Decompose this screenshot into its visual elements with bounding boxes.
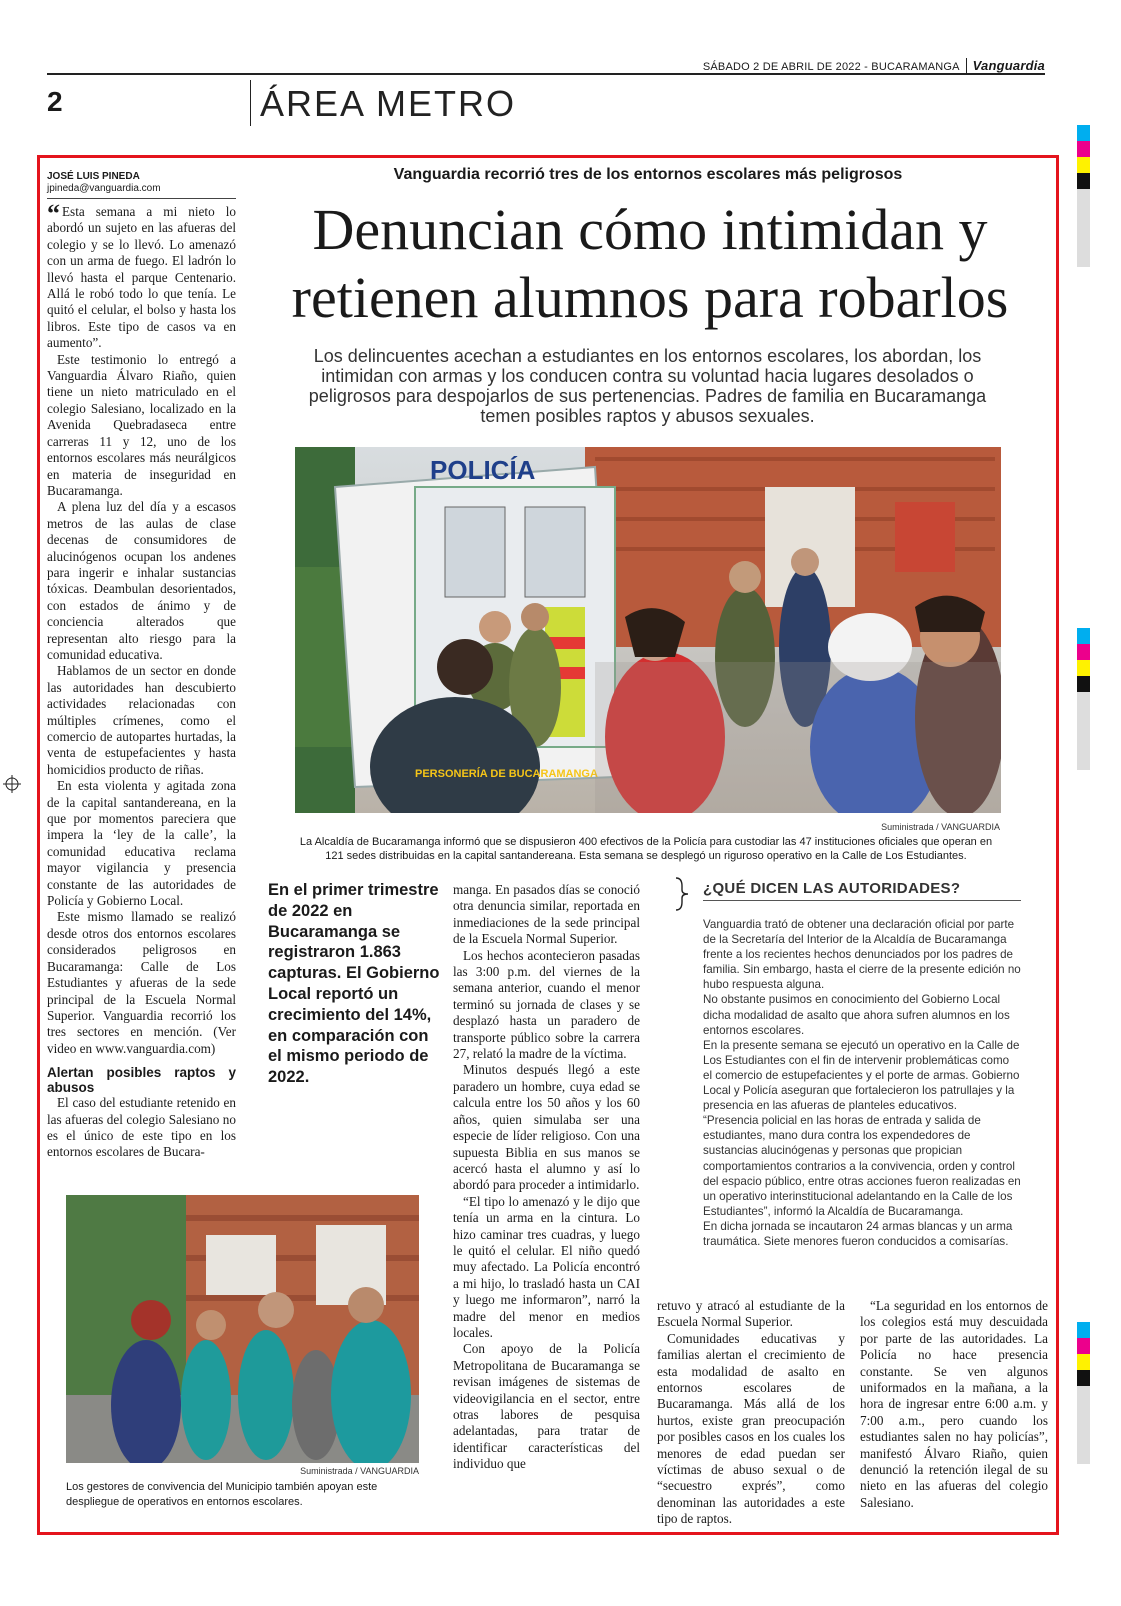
dateline: [703, 58, 1045, 73]
secondary-photo: [66, 1195, 419, 1463]
sidebar-body: [703, 917, 1021, 1249]
article-column-5: [860, 1298, 1048, 1511]
photo-caption: La Alcaldía de Bucaramanga informó que se dispusieron 400 efectivos de la Policía para custodiar las 47 instituciones oficiales que operan en 121 sedes distribuidas en la capital santandereana. Esta semana se desplegó un riguroso operativo en la Calle de Los Estudiantes.: [299, 836, 993, 862]
paragraph: Vanguardia trató de obtener una declaración oficial por parte de la Secretaría del Interior de la Alcaldía de Bucaramanga frente a los recientes hechos denunciados por los padres de familia. Sin embargo, hasta el cierre de la presente edición no hubo respuesta alguna.: [703, 918, 1021, 992]
paragraph: Comunidades educativas y familias alertan el crecimiento de esta modalidad de asalto en entornos escolares de Bucaramanga. Más allá de los hurtos, existe gran preocupación por posibles casos en los cuales los menores de edad puedan ser víctimas de abuso sexual o de “secuestro exprés”, como denominan las autoridades a este tipo de raptos.: [657, 1330, 845, 1527]
pull-quote: En el primer trimestre de 2022 en Bucaramanga se registraron 1.863 capturas. El Gobierno Local reportó un crecimiento del 14%, en comparación con el mismo periodo de 2022.: [268, 881, 440, 1087]
headline-line: retienen alumnos para robarlos: [291, 265, 1009, 330]
subhead: Alertan posibles raptos y abusos: [47, 1065, 236, 1096]
lede: Los delincuentes acechan a estudiantes en los entornos escolares, los abordan, los intimidan con armas y los conducen contra su voluntad hacia lugares desolados o peligrosos para despojarlos de sus pertenencias. Padres de familia en Bucaramanga temen posibles raptos y abusos sexuales.: [308, 346, 987, 426]
photo-credit: Suministrada / VANGUARDIA: [881, 822, 1000, 832]
paragraph: Este mismo llamado se realizó desde otros dos entornos escolares considerados peligrosos en Bucaramanga: Calle de Los Estudiantes y afueras de la sede principal de la Escuela Normal Superior. Vanguardia recorrió los tres sectores en mención. (Ver video en www.vanguardia.com): [47, 909, 236, 1056]
paragraph: retuvo y atracó al estudiante de la Escuela Normal Superior.: [657, 1298, 845, 1330]
paragraph: manga. En pasados días se conoció otra denuncia similar, reportada en inmediaciones de la sede principal de la Escuela Normal Superior.: [453, 882, 640, 947]
byline: [47, 171, 161, 195]
paragraph: A plena luz del día y a escasos metros de las aulas de clase decenas de consumidores de alucinógenos ocupan los andenes para ingerir e inhalar sustancias tóxicas. Deambulan desorientados, con estados de ánimo y de conciencia alterados que representan alto riesgo para la comunidad educativa.: [47, 499, 236, 662]
sidebar-rule: [703, 900, 1021, 901]
article-column-3: [453, 882, 640, 1473]
brand-logo: Vanguardia: [966, 58, 1045, 73]
paragraph: Minutos después llegó a este paradero un hombre, cuya edad se calcula entre los 50 años y los 60 años, quien simulaba ser una especie de líder religioso. Con una supuesta Biblia en sus manos se acercó hasta el alumno y así lo abordó para proceder a intimidarlo.: [453, 1062, 640, 1193]
photo-caption: Los gestores de convivencia del Municipio también apoyan este despliegue de operativos en entornos escolares.: [66, 1481, 378, 1508]
paragraph: Este testimonio lo entregó a Vanguardia Álvaro Riaño, quien tiene un nieto matriculado en el colegio Salesiano, localizado en la Avenida Quebradaseca entre carreras 11 y 12, uno de los entornos escolares más neurálgicos en materia de inseguridad en Bucaramanga.: [47, 351, 236, 498]
paragraph: “La seguridad en los entornos de los colegios está muy descuidada por parte de las autoridades. La Policía no hace presencia constante. Se ven algunos uniformados en la mañana, a la hora de ingresar entre 6:00 a.m. y 7:00 a.m., pero cuando los estudiantes salen no hay policías”, manifestó Álvaro Riaño, quien denunció la retención ilegal de su nieto en las afueras del colegio Salesiano.: [860, 1298, 1048, 1510]
crop-mark-icon: [3, 775, 21, 793]
vest-label: PERSONERÍA DE BUCARAMANGA: [415, 768, 598, 780]
headline: [265, 196, 1035, 332]
color-registration-bar: [1077, 628, 1090, 770]
sidebar-title: ¿QUÉ DICEN LAS AUTORIDADES?: [703, 880, 961, 897]
kicker: Vanguardia recorrió tres de los entornos escolares más peligrosos: [393, 166, 903, 183]
paragraph: Hablamos de un sector en donde las autoridades han descubierto actividades relacionadas con múltiples crímenes, como el comercio de autopartes hurtadas, la venta de estupefacientes y hasta homicidios producto de riñas.: [47, 663, 236, 777]
byline-rule: [47, 198, 236, 199]
paragraph: Con apoyo de la Policía Metropolitana de Bucaramanga se revisan imágenes de sistemas de videovigilancia en el sector, entre otras labores de pesquisa adelantadas, para tratar de identificar características del individuo que: [453, 1341, 640, 1472]
date-text: SÁBADO 2 DE ABRIL DE 2022 - BUCARAMANGA: [702, 61, 960, 73]
author-name: JOSÉ LUIS PINEDA: [47, 171, 140, 182]
author-email: jpineda@vanguardia.com: [47, 183, 161, 194]
police-operation-photo: [295, 447, 1001, 813]
convivencia-managers-photo: [66, 1195, 419, 1463]
van-label: POLICÍA: [430, 455, 536, 485]
paragraph: En dicha jornada se incautaron 24 armas blancas y un arma traumática. Siete menores fueron conducidos a comisarías.: [703, 1219, 1013, 1248]
paragraph: “El tipo lo amenazó y le dijo que tenía un arma en la cintura. Lo hizo caminar tres cuadras, y luego le quitó el celular. El niño quedó muy afectado. La Policía encontró a mi hijo, lo trasladó hasta un CAI y luego me informaron”, narró la madre del menor en medios locales.: [453, 1193, 640, 1340]
headline-line: Denuncian cómo intimidan y: [312, 197, 988, 262]
paragraph: En esta violenta y agitada zona de la capital santandereana, en la que por momentos pareciera que impera la ‘ley de la calle’, la comunidad educativa reclama mayor vigilancia y presencia constante de las autoridades de Policía y Gobierno Local.: [47, 778, 236, 909]
header-rule: [47, 73, 1045, 75]
article-column-4: [657, 1298, 845, 1528]
article-column-1: [47, 199, 236, 1161]
bracket-icon: [672, 876, 692, 912]
color-registration-bar: [1077, 125, 1090, 267]
paragraph: “Presencia policial en las horas de entrada y salida de estudiantes, mano dura contra los expendedores de sustancias alucinógenas y personas que propician comportamientos contrarios a la convivencia, orden y control del espacio público, entre otras acciones fueron realizadas en un operativo interinstitucional adelantando en la Calle de los Estudiantes”, informó la Alcaldía de Bucaramanga.: [703, 1114, 1021, 1218]
paragraph: En la presente semana se ejecutó un operativo en la Calle de Los Estudiantes con el fin de intervenir problemáticas como el comercio de estupefacientes y el porte de armas. Gobierno Local y Policía aseguran que fortalecieron los patrullajes y la presencia en las afueras de planteles educativos.: [703, 1038, 1020, 1113]
paragraph: “ Esta semana a mi nieto lo abordó un sujeto en las afueras del colegio y se lo llevó. Lo amenazó con un arma de fuego. El ladrón lo llevó hasta el parque Centenario. Allá le robó todo lo que tenía. Le quitó el celular, el bolso y hasta los libros. Este tipo de casos va en aumento”.: [47, 199, 236, 351]
paragraph: Los hechos acontecieron pasadas las 3:00 p.m. del viernes de la semana anterior, cuando el menor terminó su jornada de clases y se desplazó hasta un paradero de transporte público sobre la carrera 27, relató la madre de la víctima.: [453, 947, 640, 1062]
photo-credit: Suministrada / VANGUARDIA: [300, 1466, 419, 1476]
main-photo: [295, 447, 1001, 813]
opening-quote: “: [47, 199, 60, 228]
paragraph: El caso del estudiante retenido en las afueras del colegio Salesiano no es el único de este tipo en los entornos escolares de Bucara-: [47, 1095, 236, 1160]
section-divider: [250, 80, 251, 126]
color-registration-bar: [1077, 1322, 1090, 1464]
paragraph: No obstante pusimos en conocimiento del Gobierno Local dicha modalidad de asalto que ahora sufren alumnos en los entornos escolares.: [703, 993, 1010, 1037]
section-title: ÁREA METRO: [260, 83, 517, 124]
page-number: 2: [47, 86, 63, 117]
